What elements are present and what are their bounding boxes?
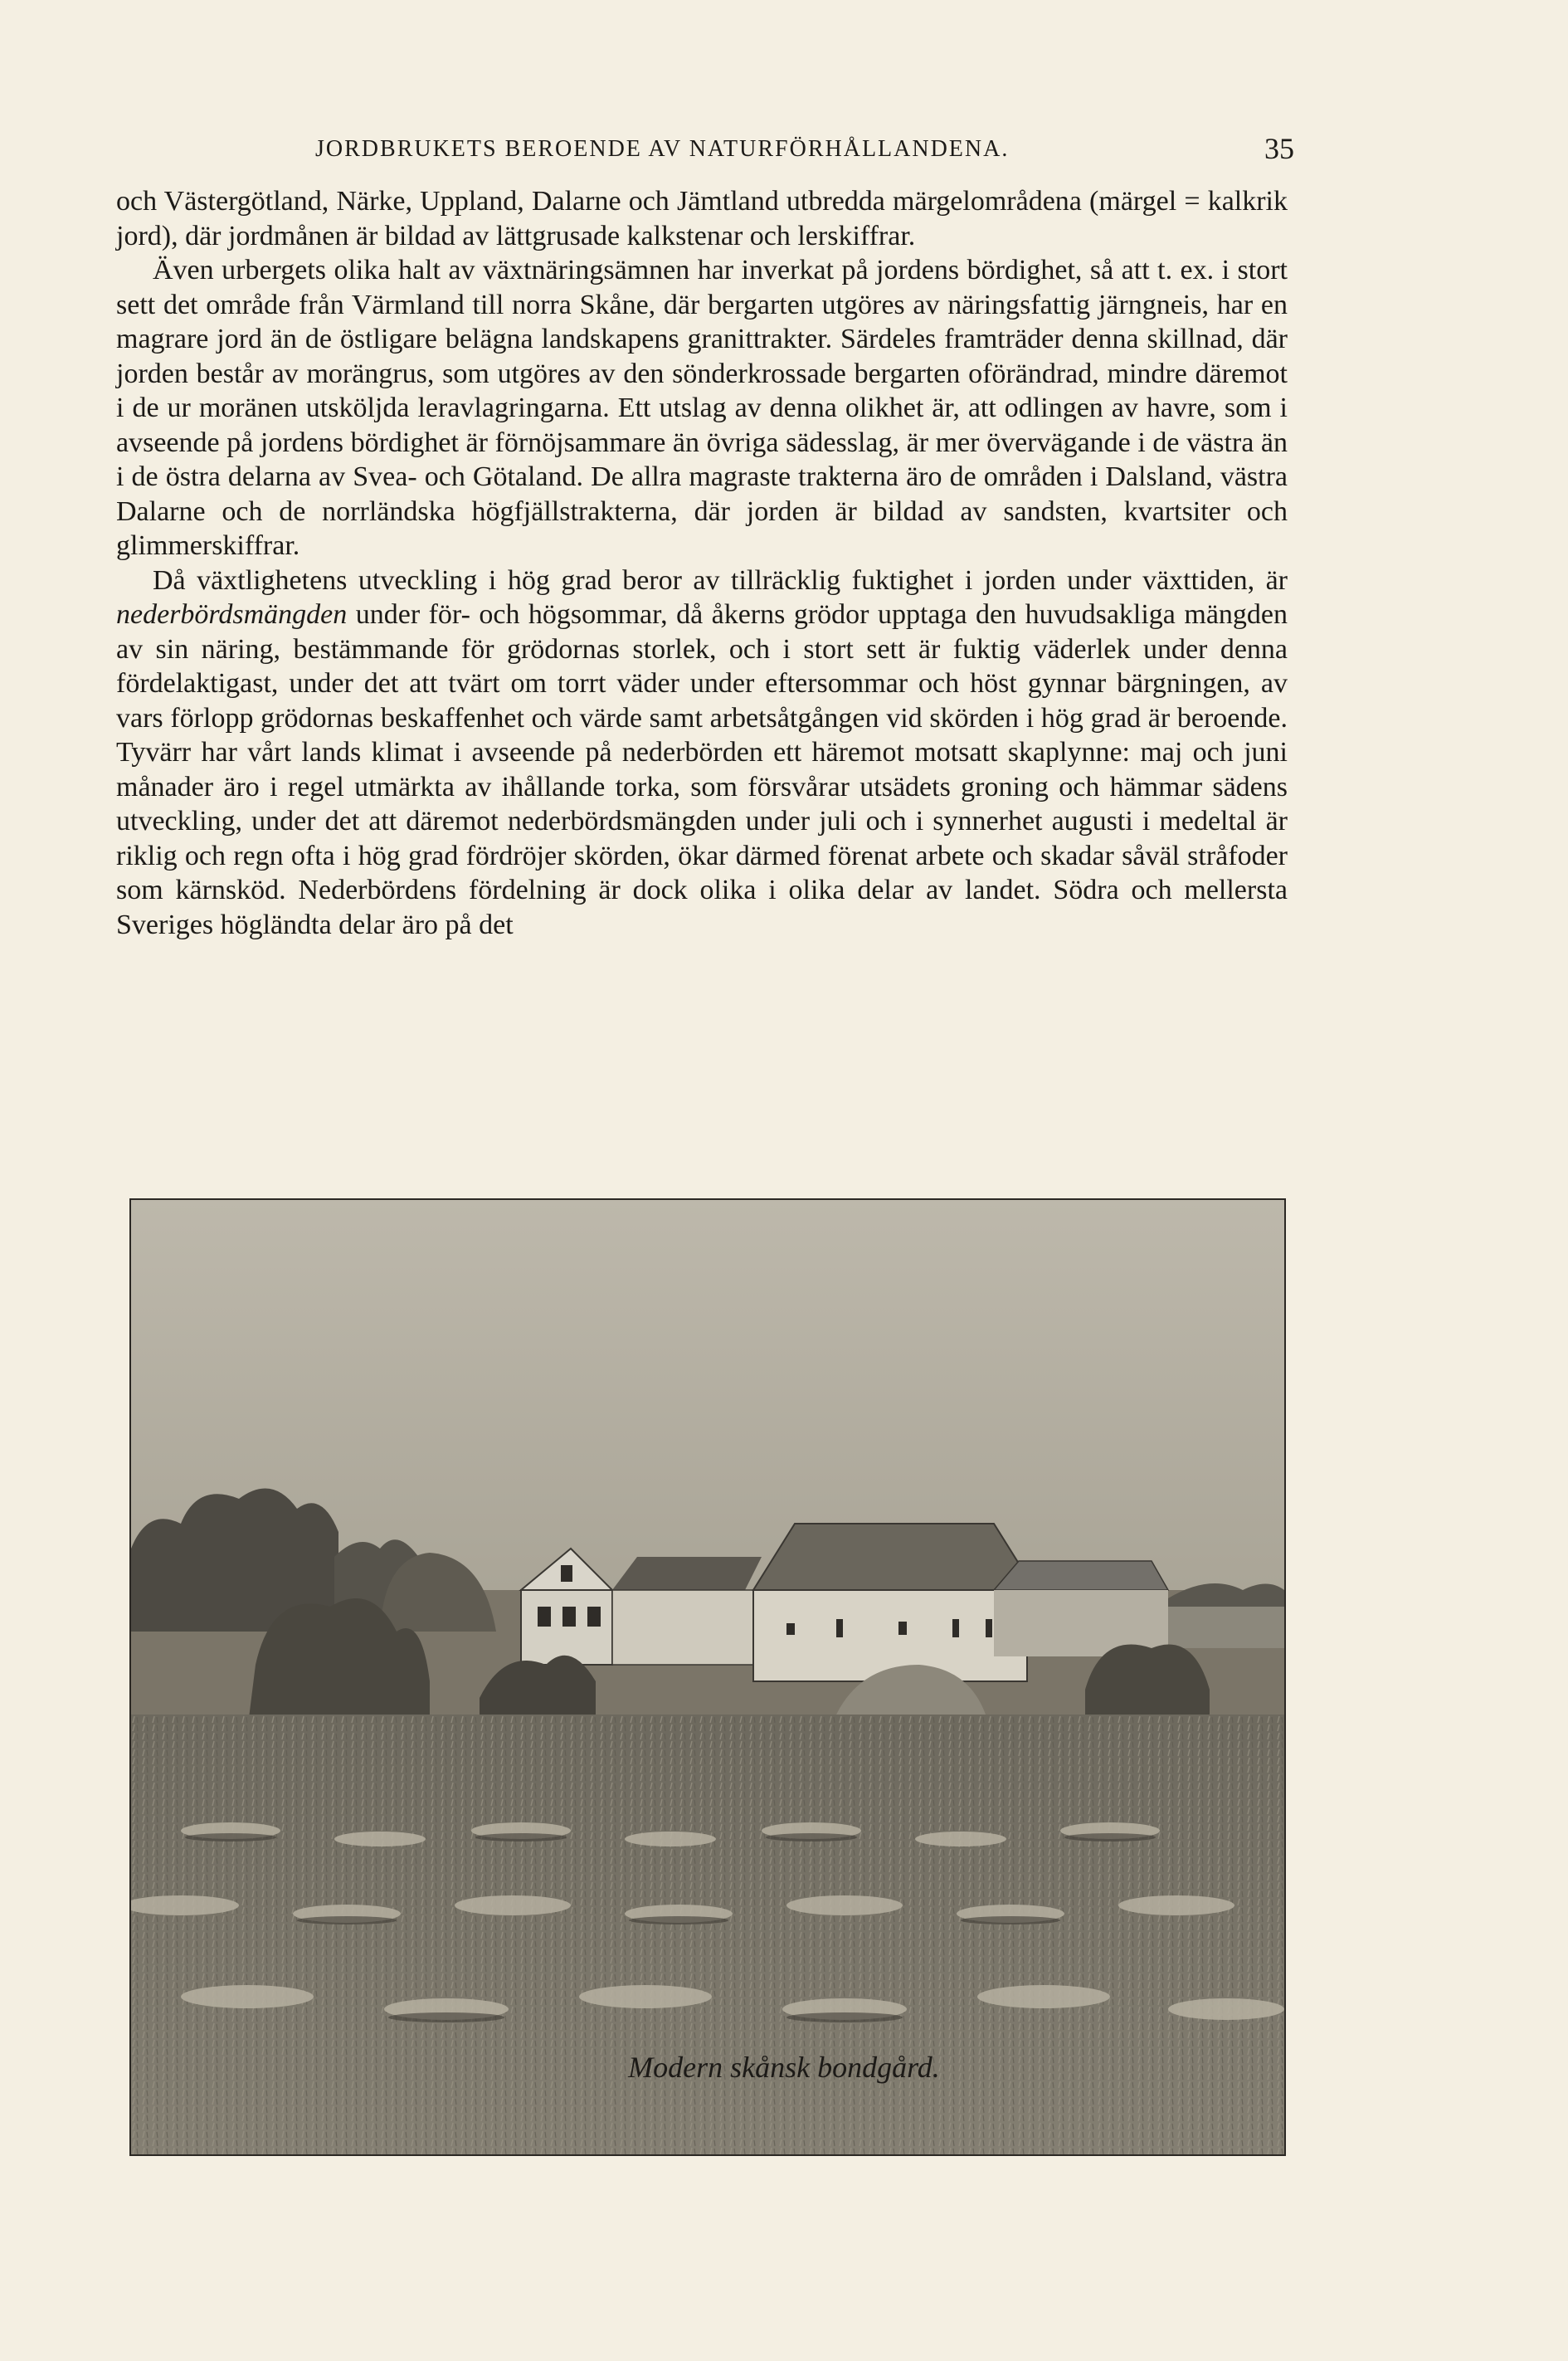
farm-photograph: [129, 1198, 1286, 2156]
figure-caption: Modern skånsk bondgård.: [628, 2051, 940, 2084]
body-text: [116, 184, 1288, 942]
emphasis-nederbordsmangden: nederbördsmängden: [116, 599, 348, 630]
farm-photograph-drawing: [131, 1200, 1284, 2154]
page-number: 35: [1264, 132, 1294, 165]
paragraph-3: [116, 563, 1288, 943]
paragraph-3-text-b: under för- och högsommar, då åkerns grödor upptaga den huvudsakliga mängden av sin näring, bestämmande för grödornas storlek, och i stort sett är fuktig väderlek under denna fördelaktigast, under det att tvärt om torrt väder under eftersommar och höst gynnar bärgningen, av vars förlopp grödornas beskaffenhet och värde samt arbetsåtgången vid skörden i hög grad är beroende. Tyvärr har vårt lands klimat i avseende på nederbörden ett häremot motsatt skaplynne: maj och juni månader äro i regel utmärkta av ihållande torka, som försvårar utsädets groning och hämmar sädens utveckling, under det att däremot nederbördsmängden under juli och i synnerhet augusti i medeltal är riklig och regn ofta i hög grad fördröjer skörden, ökar därmed förenat arbete och skadar såväl stråfoder som kärnsköd. Nederbördens fördelning är dock olika i olika delar av landet. Södra och mellersta Sveriges högländta delar äro på det: [116, 599, 1288, 940]
page-header: [116, 131, 1294, 173]
paragraph-1: och Västergötland, Närke, Uppland, Dalarne och Jämtland utbredda märgelområdena (märgel = kalkrik jord), där jordmånen är bildad av lättgrusade kalkstenar och lerskiffrar.: [116, 186, 1288, 251]
paragraph-3-text-a: Då växtlighetens utveckling i hög grad beror av tillräcklig fuktighet i jorden under växttiden, är: [153, 564, 1288, 596]
paragraph-2: Även urbergets olika halt av växtnäringsämnen har inverkat på jordens bördighet, så att t. ex. i stort sett det område från Värmland till norra Skåne, där bergarten utgöres av näringsfattig järngneis, har en magrare jord än de östligare belägna landskapens granittrakter. Särdeles framträder denna skillnad, där jorden består av morängrus, som utgöres av den sönderkrossade bergarten oförändrad, mindre däremot i de ur moränen utsköljda leravlagringarna. Ett utslag av denna olikhet är, att odlingen av havre, som i avseende på jordens bördighet är förnöjsammare än övriga sädesslag, är mer övervägande i de västra än i de östra delarna av Svea- och Götaland. De allra magraste trakterna äro de områden i Dalsland, västra Dalarne och de norrländska högfjällstrakterna, där jorden är bildad av sandsten, kvartsiter och glimmerskiffrar.: [116, 255, 1288, 561]
running-title: JORDBRUKETS BEROENDE AV NATURFÖRHÅLLANDENA.: [315, 136, 1010, 162]
